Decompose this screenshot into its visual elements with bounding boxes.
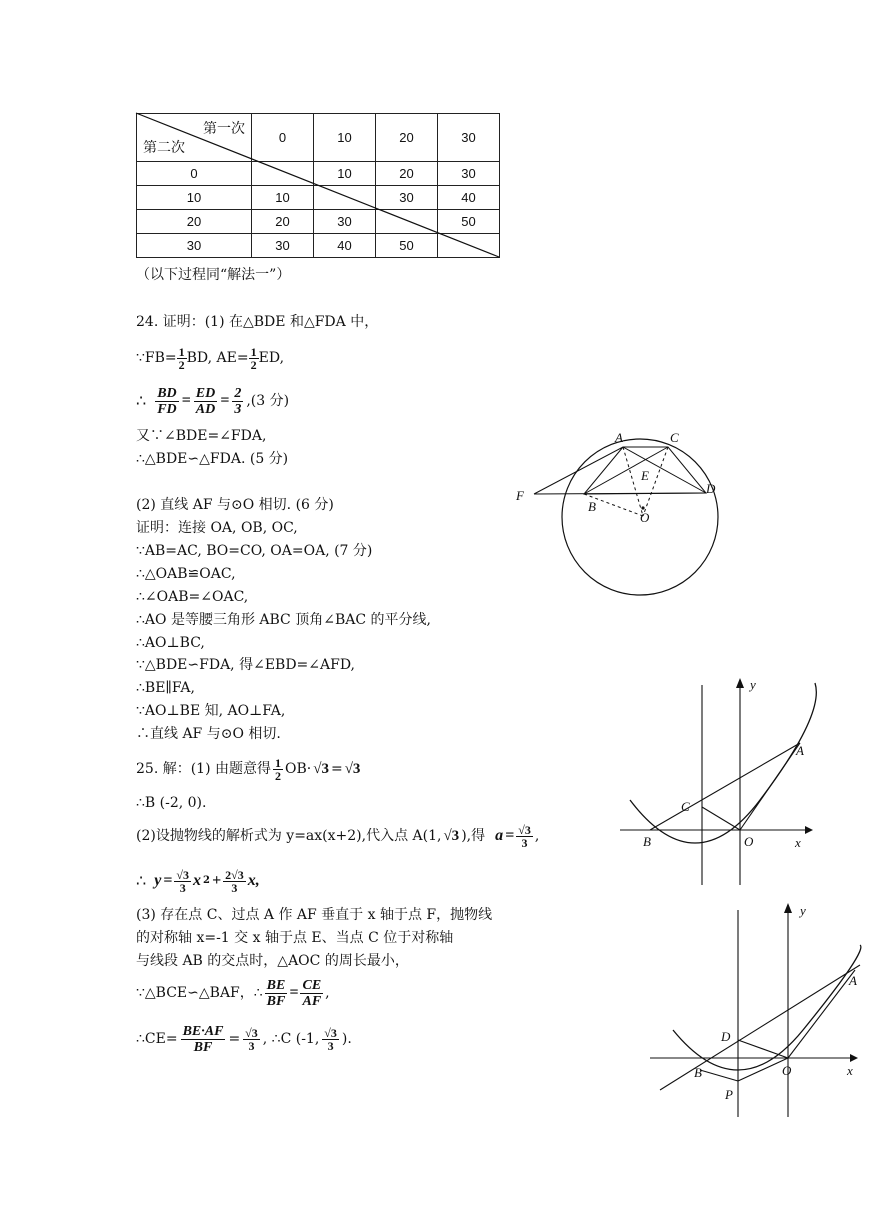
label-a: A bbox=[615, 430, 623, 445]
numerator: √3 bbox=[324, 1025, 337, 1040]
y-axis-arrow bbox=[736, 678, 744, 688]
line-ad bbox=[623, 447, 706, 493]
numerator: BE·AF bbox=[182, 1023, 224, 1039]
note-text: （以下过程同“解法一”） bbox=[136, 267, 291, 283]
x-axis-arrow bbox=[850, 1054, 858, 1062]
circle-figure bbox=[510, 430, 716, 610]
equals: = bbox=[289, 984, 299, 1001]
label-c: C bbox=[670, 430, 679, 445]
parabola-curve bbox=[673, 945, 861, 1070]
exponent: 2 bbox=[203, 875, 210, 886]
table-cell: 40 bbox=[438, 186, 500, 210]
q24-line-12: ∴AO⊥BC, bbox=[136, 635, 205, 651]
label-a: A bbox=[849, 973, 857, 988]
text: ). bbox=[341, 1031, 352, 1047]
text: ∵△BCE∽△BAF，∴ bbox=[136, 985, 263, 1001]
numerator: BE bbox=[266, 977, 286, 993]
numerator: 1 bbox=[250, 344, 257, 359]
q24-line-14: ∴BE∥FA, bbox=[136, 680, 195, 696]
table-diagonal-lines bbox=[0, 0, 869, 300]
fraction-be-bf bbox=[265, 978, 288, 1009]
text: = bbox=[228, 1031, 241, 1047]
fraction-ce-af bbox=[300, 978, 323, 1009]
line-bc bbox=[584, 447, 668, 494]
fraction-sqrt3-3 bbox=[174, 869, 191, 894]
table-cell: 20 bbox=[376, 162, 438, 186]
equals: = bbox=[220, 392, 230, 409]
label-x: x bbox=[795, 835, 801, 850]
row-label: 0 bbox=[137, 162, 252, 186]
equals: = bbox=[163, 872, 173, 889]
numerator: 2 bbox=[234, 385, 242, 401]
sqrt3: √3 bbox=[231, 867, 244, 882]
denominator: 2 bbox=[178, 357, 185, 372]
fraction-2-3 bbox=[232, 386, 243, 417]
numerator: 1 bbox=[275, 755, 281, 770]
table-cell: 50 bbox=[438, 210, 500, 234]
table-cell: 30 bbox=[252, 234, 314, 258]
table-cell: 10 bbox=[314, 162, 376, 186]
corner-second-label: 第二次 bbox=[143, 139, 185, 155]
sqrt3: √3 bbox=[313, 761, 329, 777]
row-label: 20 bbox=[137, 210, 252, 234]
dash-ao bbox=[623, 447, 643, 516]
label-y: y bbox=[750, 677, 756, 692]
label-p: P bbox=[725, 1087, 733, 1102]
fraction-half bbox=[249, 346, 259, 371]
line-co bbox=[702, 807, 740, 830]
label-d: D bbox=[706, 481, 716, 496]
label-x: x bbox=[847, 1063, 853, 1078]
q24-line-1: 24. 证明：(1) 在△BDE 和△FDA 中， bbox=[136, 314, 379, 330]
label-d: D bbox=[721, 1029, 731, 1044]
text: ∴CE= bbox=[136, 1031, 178, 1047]
equals: = bbox=[181, 392, 191, 409]
numerator: √3 bbox=[245, 1025, 258, 1040]
table-header-cell: 0 bbox=[252, 114, 314, 162]
table-cell: 10 bbox=[252, 186, 314, 210]
q24-line-8: ∵AB=AC, BO=CO, OA=OA, (7 分) bbox=[136, 543, 373, 559]
text: , bbox=[534, 828, 540, 844]
table-cell: 50 bbox=[376, 234, 438, 258]
sqrt3: √3 bbox=[344, 761, 361, 777]
text: BD, AE= bbox=[186, 350, 249, 366]
table-header-cell: 30 bbox=[438, 114, 500, 162]
q25-line-4 bbox=[136, 864, 260, 898]
coefficient: 2 bbox=[225, 867, 232, 882]
fraction-bd-fd bbox=[155, 386, 178, 417]
fraction-half bbox=[273, 757, 283, 782]
q25-line-7: 与线段 AB 的交点时，△AOC 的周长最小， bbox=[136, 953, 409, 969]
q24-line-6: (2) 直线 AF 与⊙O 相切. (6 分) bbox=[136, 497, 334, 513]
fraction-beaf-bf bbox=[181, 1024, 226, 1055]
numerator: √3 bbox=[518, 822, 531, 837]
y-axis-arrow bbox=[784, 903, 792, 913]
table-header-cell: 10 bbox=[314, 114, 376, 162]
parabola-figure-1 bbox=[620, 675, 820, 885]
table-cell: 30 bbox=[376, 186, 438, 210]
therefore-symbol: ∴ bbox=[136, 391, 147, 410]
q24-line-11: ∴AO 是等腰三角形 ABC 顶角∠BAC 的平分线, bbox=[136, 612, 431, 628]
table-cell: 30 bbox=[438, 162, 500, 186]
symbol-x: x bbox=[193, 872, 202, 889]
table-cell: 30 bbox=[314, 210, 376, 234]
q25-line-9 bbox=[136, 1022, 352, 1056]
q24-line-7: 证明：连接 OA, OB, OC, bbox=[136, 520, 298, 536]
text: ED, bbox=[258, 350, 285, 366]
denominator: FD bbox=[157, 401, 177, 417]
q24-line-13: ∵△BDE∽FDA, 得∠EBD=∠AFD, bbox=[136, 657, 356, 673]
label-a: A bbox=[796, 743, 804, 758]
numerator bbox=[223, 869, 246, 882]
line-oa bbox=[740, 743, 800, 830]
q24-line-15: ∵AO⊥BE 知, AO⊥FA, bbox=[136, 703, 286, 719]
numerator: 1 bbox=[178, 344, 185, 359]
label-b: B bbox=[643, 834, 651, 849]
denominator: 3 bbox=[521, 835, 528, 850]
denominator: 2 bbox=[275, 768, 281, 783]
denominator: AD bbox=[195, 401, 216, 417]
denominator: 2 bbox=[250, 357, 257, 372]
q24-line-16: ∴直线 AF 与⊙O 相切. bbox=[136, 726, 281, 742]
denominator: 3 bbox=[327, 1038, 334, 1053]
figure-lines bbox=[534, 447, 706, 494]
fraction-half bbox=[177, 346, 187, 371]
label-o: O bbox=[744, 834, 754, 849]
numerator: ED bbox=[195, 385, 216, 401]
denominator: 3 bbox=[179, 880, 186, 895]
q25-line-1 bbox=[136, 755, 360, 783]
table-diagonal bbox=[136, 113, 499, 257]
label-b: B bbox=[588, 499, 596, 514]
numerator: BD bbox=[157, 385, 177, 401]
text: , bbox=[325, 985, 330, 1001]
line-ba bbox=[650, 743, 800, 830]
text: ),得 bbox=[461, 828, 486, 844]
text: OB· bbox=[285, 761, 312, 777]
therefore-symbol: ∴ bbox=[136, 871, 147, 890]
text: 25. 解：(1) 由题意得 bbox=[136, 761, 271, 777]
label-o: O bbox=[782, 1063, 792, 1078]
table-cell: 20 bbox=[252, 210, 314, 234]
label-o: O bbox=[640, 510, 650, 525]
line-oa bbox=[788, 970, 855, 1058]
fraction-sqrt3-3 bbox=[516, 824, 533, 849]
line-fd bbox=[534, 493, 706, 494]
denominator: 3 bbox=[231, 880, 238, 895]
denominator: 3 bbox=[234, 401, 242, 417]
label-b: B bbox=[694, 1065, 702, 1080]
q25-line-2: ∴B (-2, 0). bbox=[136, 795, 207, 811]
label-y: y bbox=[800, 903, 806, 918]
text: = bbox=[330, 761, 343, 777]
symbol-a: a bbox=[495, 827, 504, 844]
label-f: F bbox=[516, 488, 524, 503]
parabola-figure-2 bbox=[645, 895, 865, 1120]
x-axis-arrow bbox=[805, 826, 813, 834]
q25-line-3 bbox=[136, 818, 539, 854]
fraction-ed-ad bbox=[194, 386, 217, 417]
q24-line-10: ∴∠OAB=∠OAC, bbox=[136, 589, 249, 605]
q25-line-5: (3) 存在点 C、过点 A 作 AF 垂直于 x 轴于点 F，抛物线 bbox=[136, 907, 493, 923]
row-label: 10 bbox=[137, 186, 252, 210]
symbol-x: x, bbox=[247, 872, 260, 889]
text: , ∴C (-1, bbox=[262, 1031, 320, 1047]
parabola-curve bbox=[630, 683, 816, 843]
symbol-y: y bbox=[154, 872, 162, 889]
label-e: E bbox=[641, 468, 649, 483]
line-do bbox=[738, 1040, 788, 1058]
score-note: ,(3 分) bbox=[246, 393, 290, 409]
label-c: C bbox=[681, 799, 690, 814]
numerator: √3 bbox=[176, 867, 190, 882]
equals: = bbox=[505, 827, 515, 844]
q24-line-4: 又∵∠BDE=∠FDA, bbox=[136, 428, 267, 444]
q24-line-9: ∴△OAB≌OAC, bbox=[136, 566, 236, 582]
line-bp bbox=[700, 1070, 738, 1081]
table-header-cell: 20 bbox=[376, 114, 438, 162]
q25-line-6: 的对称轴 x=-1 交 x 轴于点 E、当点 C 位于对称轴 bbox=[136, 930, 454, 946]
plus: + bbox=[211, 872, 222, 889]
denominator: BF bbox=[193, 1039, 213, 1055]
denominator: BF bbox=[266, 993, 286, 1009]
sqrt3: √3 bbox=[443, 828, 460, 844]
text: ∵FB= bbox=[136, 350, 177, 366]
q24-line-5: ∴△BDE∽△FDA. (5 分) bbox=[136, 451, 289, 467]
q25-line-8 bbox=[136, 976, 330, 1010]
q24-line-2 bbox=[136, 344, 284, 372]
numerator: CE bbox=[302, 977, 322, 993]
table-cell: 40 bbox=[314, 234, 376, 258]
fraction-sqrt3-3 bbox=[243, 1027, 260, 1052]
denominator: AF bbox=[302, 993, 322, 1009]
denominator: 3 bbox=[248, 1038, 255, 1053]
row-label: 30 bbox=[137, 234, 252, 258]
text: (2)设抛物线的解析式为 y=ax(x+2),代入点 A(1, bbox=[136, 828, 442, 844]
corner-first-label: 第一次 bbox=[203, 120, 245, 136]
fraction-sqrt3-3 bbox=[322, 1027, 339, 1052]
q24-line-3 bbox=[136, 384, 289, 418]
fraction-2sqrt3-3 bbox=[223, 869, 246, 894]
